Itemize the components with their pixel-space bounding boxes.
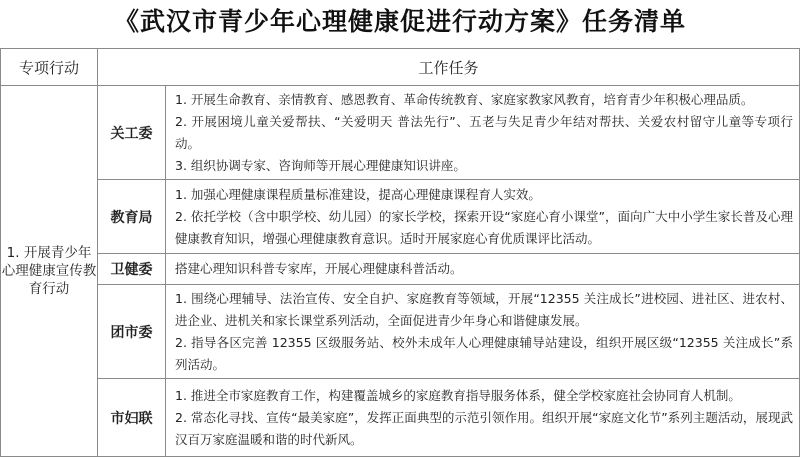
task-item: 1. 加强心理健康课程质量标准建设，提高心理健康课程育人实效。 — [175, 186, 541, 202]
header-tasks: 工作任务 — [98, 49, 800, 86]
task-item: 1. 开展生命教育、亲情教育、感恩教育、革命传统教育、家庭家教家风教育，培育青少年积极心理品质。 — [175, 91, 754, 107]
task-item: 2. 常态化寻找、宣传“最美家庭”，发挥正面典型的示范引领作用。组织开展“家庭文化节”系列主题活动，展现武汉百万家庭温暖和谐的时代新风。 — [175, 409, 793, 447]
task-item: 2. 指导各区完善 12355 区级服务站、校外未成年人心理健康辅导站建设，组织开展区级“12355 关注成长”系列活动。 — [175, 334, 793, 372]
table-row — [1, 379, 800, 457]
dept-cell: 团市委 — [98, 285, 166, 379]
task-cell — [166, 285, 800, 379]
task-item: 2. 开展困境儿童关爱帮扶、“关爱明天 普法先行”、五老与失足青少年结对帮扶、关爱农村留守儿童等专项行动。 — [175, 113, 793, 151]
task-item: 3. 组织协调专家、咨询师等开展心理健康知识讲座。 — [175, 157, 466, 173]
task-item: 搭建心理知识科普专家库，开展心理健康科普活动。 — [175, 261, 463, 276]
task-table — [0, 48, 800, 457]
action-cell: 1. 开展青少年心理健康宣传教育行动 — [1, 86, 98, 457]
dept-cell: 教育局 — [98, 180, 166, 254]
task-item: 2. 依托学校（含中职学校、幼儿园）的家长学校，探索开设“家庭心育小课堂”，面向广大中小学生家长普及心理健康教育知识，增强心理健康教育意识。适时开展家庭心育优质课评比活动。 — [175, 208, 793, 246]
table-row — [1, 254, 800, 285]
table-row — [1, 86, 800, 180]
task-cell — [166, 180, 800, 254]
header-row — [1, 49, 800, 86]
dept-cell: 市妇联 — [98, 379, 166, 457]
table-row — [1, 180, 800, 254]
task-cell — [166, 379, 800, 457]
task-cell — [166, 86, 800, 180]
task-item: 1. 推进全市家庭教育工作，构建覆盖城乡的家庭教育指导服务体系，健全学校家庭社会协同育人机制。 — [175, 387, 741, 403]
dept-cell: 卫健委 — [98, 254, 166, 285]
task-cell — [166, 254, 800, 285]
task-item: 1. 围绕心理辅导、法治宣传、安全自护、家庭教育等领域，开展“12355 关注成长”进校园、进社区、进农村、进企业、进机关和家长课堂系列活动，全面促进青少年身心和谐健康发展。 — [175, 290, 793, 328]
page-title: 《武汉市青少年心理健康促进行动方案》任务清单 — [113, 7, 686, 36]
table-row — [1, 285, 800, 379]
dept-cell: 关工委 — [98, 86, 166, 180]
header-action: 专项行动 — [1, 49, 98, 86]
